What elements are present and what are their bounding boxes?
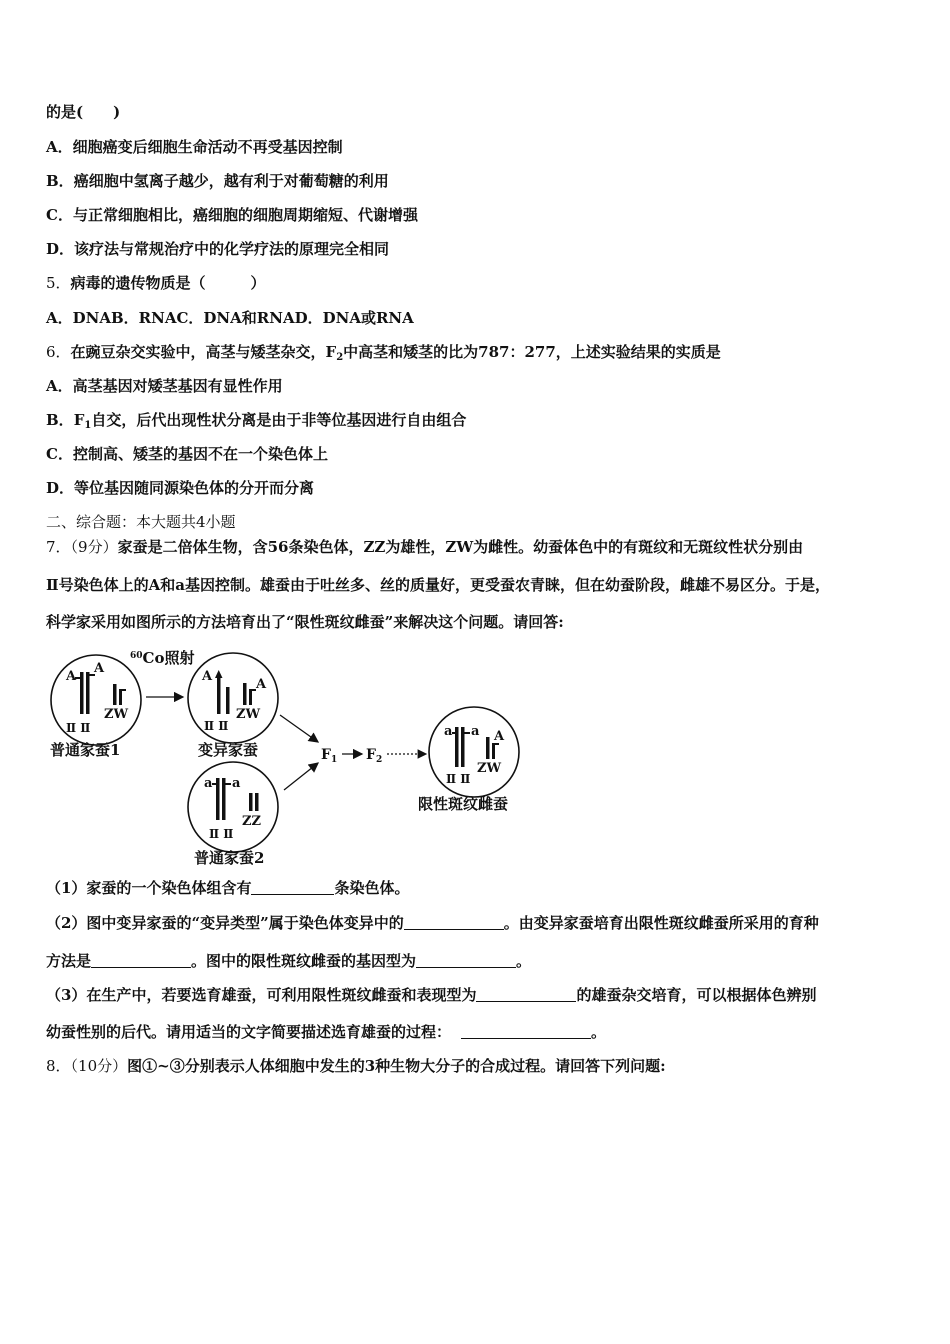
subscript: 1 [330, 755, 338, 765]
cell-label: 普通家蚕1 [50, 741, 121, 759]
cell-label: 限性斑纹雌蚕 [418, 795, 509, 813]
q4-option-d [46, 239, 389, 259]
question-text: 。由变异家蚕培育出限性斑纹雌蚕所采用的育种 [503, 914, 819, 932]
sex-chromosome-label: ZW [104, 707, 129, 722]
cell-normal-silkworm-1 [51, 655, 141, 745]
q6-option-b [46, 410, 466, 430]
sex-chromosome-label: ZW [236, 707, 261, 722]
subscript: 1 [84, 420, 92, 431]
q7-sub-3 [46, 985, 816, 1005]
question-text: 图①~③分别表示人体细胞中发生的3种生物大分子的合成过程。请回答下列问题: [127, 1057, 666, 1075]
answer-blank[interactable] [416, 951, 516, 968]
option-letter: B． [46, 172, 74, 190]
option-letter: A． [46, 138, 73, 156]
question-text: 。 [591, 1023, 607, 1041]
cell-label: 变异家蚕 [198, 741, 259, 759]
option-letter: D． [46, 479, 75, 497]
breeding-diagram [46, 645, 546, 870]
question-text: （3）在生产中，若要选育雄蚕，可利用限性斑纹雌蚕和表现型为 [46, 986, 477, 1004]
option-letter: A． [46, 377, 73, 395]
subscript: 2 [375, 755, 383, 765]
f2-label [366, 747, 382, 765]
q6-option-a [46, 376, 283, 396]
gene-label-A: A [494, 729, 505, 744]
question-score: （10分） [70, 1057, 128, 1075]
arrow [280, 715, 318, 742]
answer-blank[interactable] [461, 1022, 591, 1039]
question-number: 6． [46, 343, 71, 361]
superscript: 60 [130, 651, 143, 661]
question-score: （9分） [70, 538, 118, 556]
question-text: （1）家蚕的一个染色体组含有 [46, 879, 252, 897]
option-letter: B． [46, 411, 74, 429]
chromosome-label: Ⅱ Ⅱ [446, 772, 471, 786]
f-letter: F [321, 747, 331, 763]
question-text: 家蚕是二倍体生物，含56条染色体，ZZ为雄性，ZW为雌性。幼蚕体色中的有斑纹和无斑纹性状分别由 [117, 538, 804, 556]
q7-sub-1 [46, 878, 409, 898]
irradiation-text: Co照射 [142, 649, 195, 667]
q6-option-c [46, 444, 328, 464]
gene-label-A: A [94, 661, 105, 676]
question-text: （2）图中变异家蚕的“变异类型”属于染色体变异中的 [46, 914, 404, 932]
q6-stem [46, 342, 721, 362]
sex-chromosome-label: ZW [477, 761, 502, 776]
cell-normal-silkworm-2 [188, 762, 278, 852]
gene-label-A: A [256, 677, 267, 692]
q4-option-c [46, 205, 418, 225]
chromosome-label: Ⅱ Ⅱ [66, 721, 91, 735]
option-text: 自交，后代出现性状分离是由于非等位基因进行自由组合 [91, 411, 467, 429]
q8-stem [46, 1056, 666, 1076]
question-text: 。 [516, 952, 532, 970]
gene-label-A: A [66, 669, 77, 684]
chromosome-label: Ⅱ Ⅱ [204, 719, 229, 733]
gene-label-a: a [444, 724, 453, 739]
option-text: 该疗法与常规治疗中的化学疗法的原理完全相同 [74, 240, 390, 258]
answer-blank[interactable] [404, 913, 504, 930]
cell-label: 普通家蚕2 [194, 849, 265, 867]
option-text: 等位基因随同源染色体的分开而分离 [74, 479, 315, 497]
answer-blank[interactable] [91, 951, 191, 968]
cell-mutant-silkworm [188, 653, 278, 743]
subscript: 2 [336, 352, 344, 363]
gene-label-a: a [471, 724, 480, 739]
option-text: 高茎基因对矮茎基因有显性作用 [72, 377, 283, 395]
q4-option-a [46, 137, 343, 157]
question-text: 病毒的遗传物质是（ ） [70, 274, 266, 292]
question-text: 。图中的限性斑纹雌蚕的基因型为 [191, 952, 417, 970]
stem-part: 在豌豆杂交实验中，高茎与矮茎杂交，F [70, 343, 337, 361]
q5-options: A．DNAB．RNAC．DNA和RNAD．DNA或RNA [46, 309, 414, 327]
option-text: 细胞癌变后细胞生命活动不再受基因控制 [72, 138, 343, 156]
question-text: 条染色体。 [334, 879, 410, 897]
question-text: 的雄蚕杂交培育，可以根据体色辨别 [576, 986, 817, 1004]
q6-option-d [46, 478, 314, 498]
stem-part: 中高茎和矮茎的比为787：277，上述实验结果的实质是 [343, 343, 721, 361]
irradiation-label [130, 649, 194, 667]
section-heading: 二、综合题：本大题共4小题 [46, 513, 236, 531]
q7-sub-3-cont [46, 1022, 606, 1042]
q4-stem-tail: 的是( ) [46, 103, 121, 121]
gene-label-A: A [202, 669, 213, 684]
q5-stem [46, 273, 266, 293]
answer-blank[interactable] [476, 985, 576, 1002]
question-text: 幼蚕性别的后代。请用适当的文字简要描述选育雄蚕的过程： [46, 1023, 452, 1041]
f-letter: F [366, 747, 376, 763]
sex-chromosome-label: ZZ [242, 814, 261, 829]
question-number: 8． [46, 1057, 71, 1075]
option-letter: C． [46, 206, 73, 224]
q7-para-3: 科学家采用如图所示的方法培育出了“限性斑纹雌蚕”来解决这个问题。请回答: [46, 613, 564, 631]
cell-sex-limited-female [429, 707, 519, 797]
question-text [71, 343, 721, 361]
option-letter: C． [46, 445, 73, 463]
option-text: 控制高、矮茎的基因不在一个染色体上 [72, 445, 328, 463]
option-text: 与正常细胞相比，癌细胞的细胞周期缩短、代谢增强 [72, 206, 418, 224]
q7-para-2: Ⅱ号染色体上的A和a基因控制。雄蚕由于吐丝多、丝的质量好，更受蚕农青睐，但在幼蚕阶段，雌雄不易区分。于是， [46, 576, 831, 594]
question-text: 方法是 [46, 952, 92, 970]
chromosome-label: Ⅱ Ⅱ [209, 827, 234, 841]
option-text: 癌细胞中氢离子越少，越有利于对葡萄糖的利用 [73, 172, 389, 190]
q4-option-b [46, 171, 389, 191]
gene-label-a: a [204, 776, 213, 791]
q7-sub-2 [46, 913, 819, 933]
option-letter: D． [46, 240, 75, 258]
question-number: 5． [46, 274, 71, 292]
q7-sub-2-cont [46, 951, 531, 971]
f1-label [321, 747, 337, 765]
arrow [284, 763, 318, 790]
question-number: 7． [46, 538, 71, 556]
answer-blank[interactable] [251, 878, 334, 895]
gene-label-a: a [232, 776, 241, 791]
q7-para-1 [46, 537, 803, 557]
option-text: F [73, 411, 85, 429]
